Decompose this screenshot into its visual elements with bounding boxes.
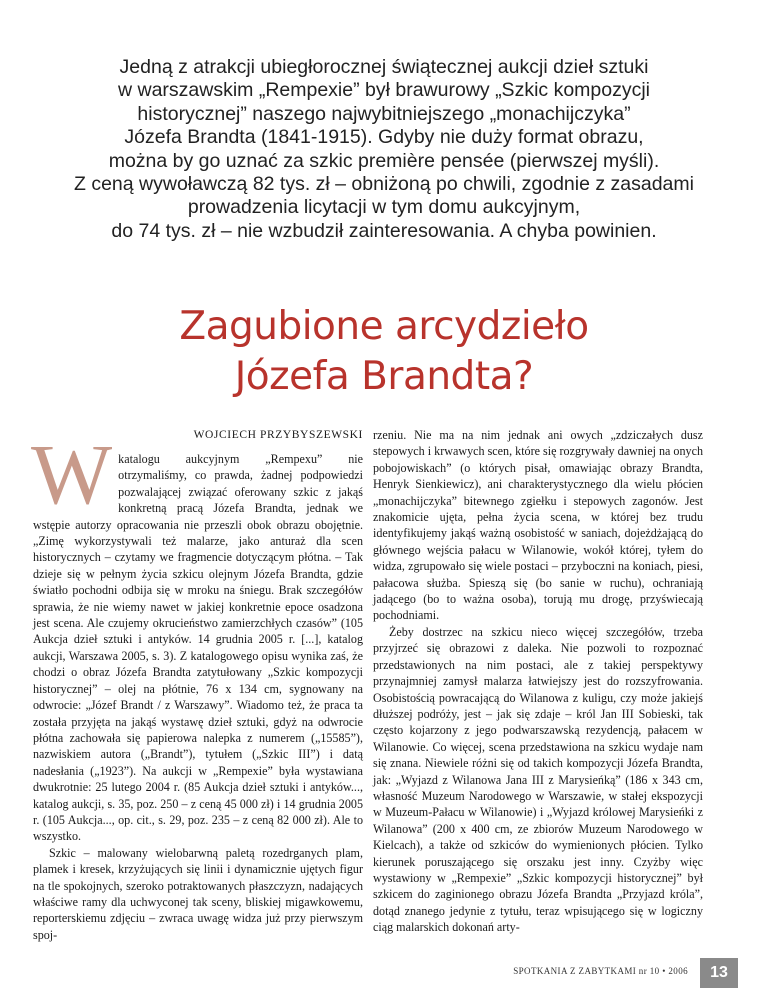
article-column-right [373,427,703,936]
article-title [40,302,728,402]
body-paragraph: Żeby dostrzec na szkicu nieco więcej szczegółów, trzeba przyjrzeć się obrazowi z daleka. Nie pozwoli to rozpoznać przedstawionych na nim postaci, ale z takiej perspektywy przynajmniej zamysł malarza łatwiejszy jest do rozszyfrowania. Osobistością powracającą do Wilanowa z kuligu, czy może jakiejś dłuższej podróży, jest – jak się zdaje – król Jan III Sobieski, tak często kojarzony z jego podwarszawską rezydencją, pałacem w Wilanowie. Co więcej, scena przedstawiona na szkicu wydaje nam się znana. Niewiele różni się od takich kompozycji Józefa Brandta, jak: „Wyjazd z Wilanowa Jana III z Marysieńką” (186 x 343 cm, własność Muzeum Narodowego w Warszawie, w stałej ekspozycji w Muzeum-Pałacu w Wilanowie) i „Wyjazd królowej Marysieńki z Wilanowa” (200 x 400 cm, ze zbiorów Muzeum Narodowego w Kielcach), a także od szkiców do wymienionych płócien. Tylko kierunek poruszającego się orszaku jest inny. Czyżby więc wystawiony w „Rempexie” „Szkic kompozycji historycznej” był szkicem do zaginionego obrazu Józefa Brandta „Przyjazd króla”, dotąd znanego jedynie z tytułu, teraz wpisującego się w logiczny ciąg malarskich dokonań arty- [373,624,703,935]
lead-line: prowadzenia licytacji w tym domu aukcyjnym, [187,196,581,219]
page-number: 13 [700,958,738,988]
lead-line: do 74 tys. zł – nie wzbudził zainteresowania. A chyba powinien. [111,219,657,242]
lead-line: Z ceną wywoławczą 82 tys. zł – obniżoną po chwili, zgodnie z zasadami [74,173,694,196]
drop-cap: W [31,426,113,522]
journal-name: SPOTKANIA Z ZABYTKAMI nr 10 • 2006 [513,966,688,976]
body-paragraph: Szkic – malowany wielobarwną paletą rozedrganych plam, plamek i kresek, krzyżujących się linii i dynamicznie ujętych figur na tle spokojnych, szeroko potraktowanych płaszczyzn, nadających właściwe ramy dla uchwyconej tak sceny, bliskiej migawkowemu, reporterskiemu zdjęciu – zwraca uwagę widza już przy pierwszym spoj- [33,845,363,942]
page-footer [470,958,738,988]
body-paragraph: katalogu aukcyjnym „Rempexu” nie otrzymaliśmy, co prawda, żadnej podpowiedzi pozwalającej związać oferowany szkic z jakąś konkretną pracą Józefa Brandta, jednak we wstępie autorzy opracowania nie przeszli obok obrazu obojętnie. „Zimę wykorzystywali też malarze, jako anturaż dla scen historycznych – czytamy we fragmencie dotyczącym płótna. – Tak dzieje się w pełnym życia szkicu olejnym Józefa Brandta, gdzie światło pochodni odbija się w mroku na śniegu. Brak szczegółów sprawia, że nie wiemy nawet w jakiej konkretnie epoce osadzona jest scena. Ale czujemy okrucieństwo zamierzchłych czasów” (105 Aukcja dzieł sztuki i antyków. 14 grudnia 2005 r. [...], katalog aukcji, Warszawa 2005, s. 3). Z katalogowego opisu wynika zaś, że chodzi o obraz Józefa Brandta zatytułowany „Szkic kompozycji historycznej” – olej na płótnie, 76 x 134 cm, sygnowany na odwrocie: „Józef Brandt / z Warszawy”. Wiadomo też, że praca ta została przyjęta na jakąś wystawę dzieł sztuki, gdyż na odwrocie płótna zachowała się papierowa nalepka z numerem („15585”), nazwiskiem autora („Brandt”), tytułem („Szkic III”) i datą nadesłania („1923”). Na aukcji w „Rempexie” była wystawiana dwukrotnie: 25 lutego 2004 r. (85 Aukcja dzieł sztuki i antyków..., katalog aukcji, s. 35, poz. 250 – z ceną 45 000 zł) i 14 grudnia 2005 r. (105 Aukcja..., op. cit., s. 29, poz. 235 – z ceną 82 000 zł). Ale to wszystko. [33,452,363,844]
lead-line: historycznej” naszego najwybitniejszego „monachijczyka” [137,102,631,125]
lead-line: Jedną z atrakcji ubiegłorocznej świątecznej aukcji dzieł sztuki [119,56,649,78]
title-line-1: Zagubione arcydzieło [179,304,589,349]
body-paragraph: rzeniu. Nie ma na nim jednak ani owych „zdziczałych dusz stepowych i krwawych scen, które się rozgrywały dawniej na onych pobojowiskach” (o których pisał, omawiając obrazy Brandta, Henryk Sienkiewicz), ani charakterystycznego dla wielu płócien „monachijczyka” bitewnego zgiełku i stepowych zagonów. Jest znakomicie ujęta, pełna życia scena, w której bez trudu identyfikujemy jakąś ważną osobistość w saniach, dojeżdżającą do głównego wejścia pałacu w Wilanowie, wokół której, tyłem do widza, zgrupowało się wiele postaci – przyboczni na koniach, piesi, pałacowa służba. Spieszą się (bo sanie w ruchu), ochraniają jadącego (bo to ważna osoba), torują mu drogę, przyświecają pochodniami. [373,428,703,623]
lead-paragraph [40,56,728,243]
lead-line: Józefa Brandta (1841-1915). Gdyby nie duży format obrazu, [124,126,644,149]
author-byline: WOJCIECH PRZYBYSZEWSKI [193,429,363,441]
title-line-2: Józefa Brandta? [234,354,534,399]
lead-line: w warszawskim „Rempexie” był brawurowy „Szkic kompozycji [117,79,651,102]
lead-line: można by go uznać za szkic première pensée (pierwszej myśli). [108,149,660,172]
article-column-left [33,427,363,943]
